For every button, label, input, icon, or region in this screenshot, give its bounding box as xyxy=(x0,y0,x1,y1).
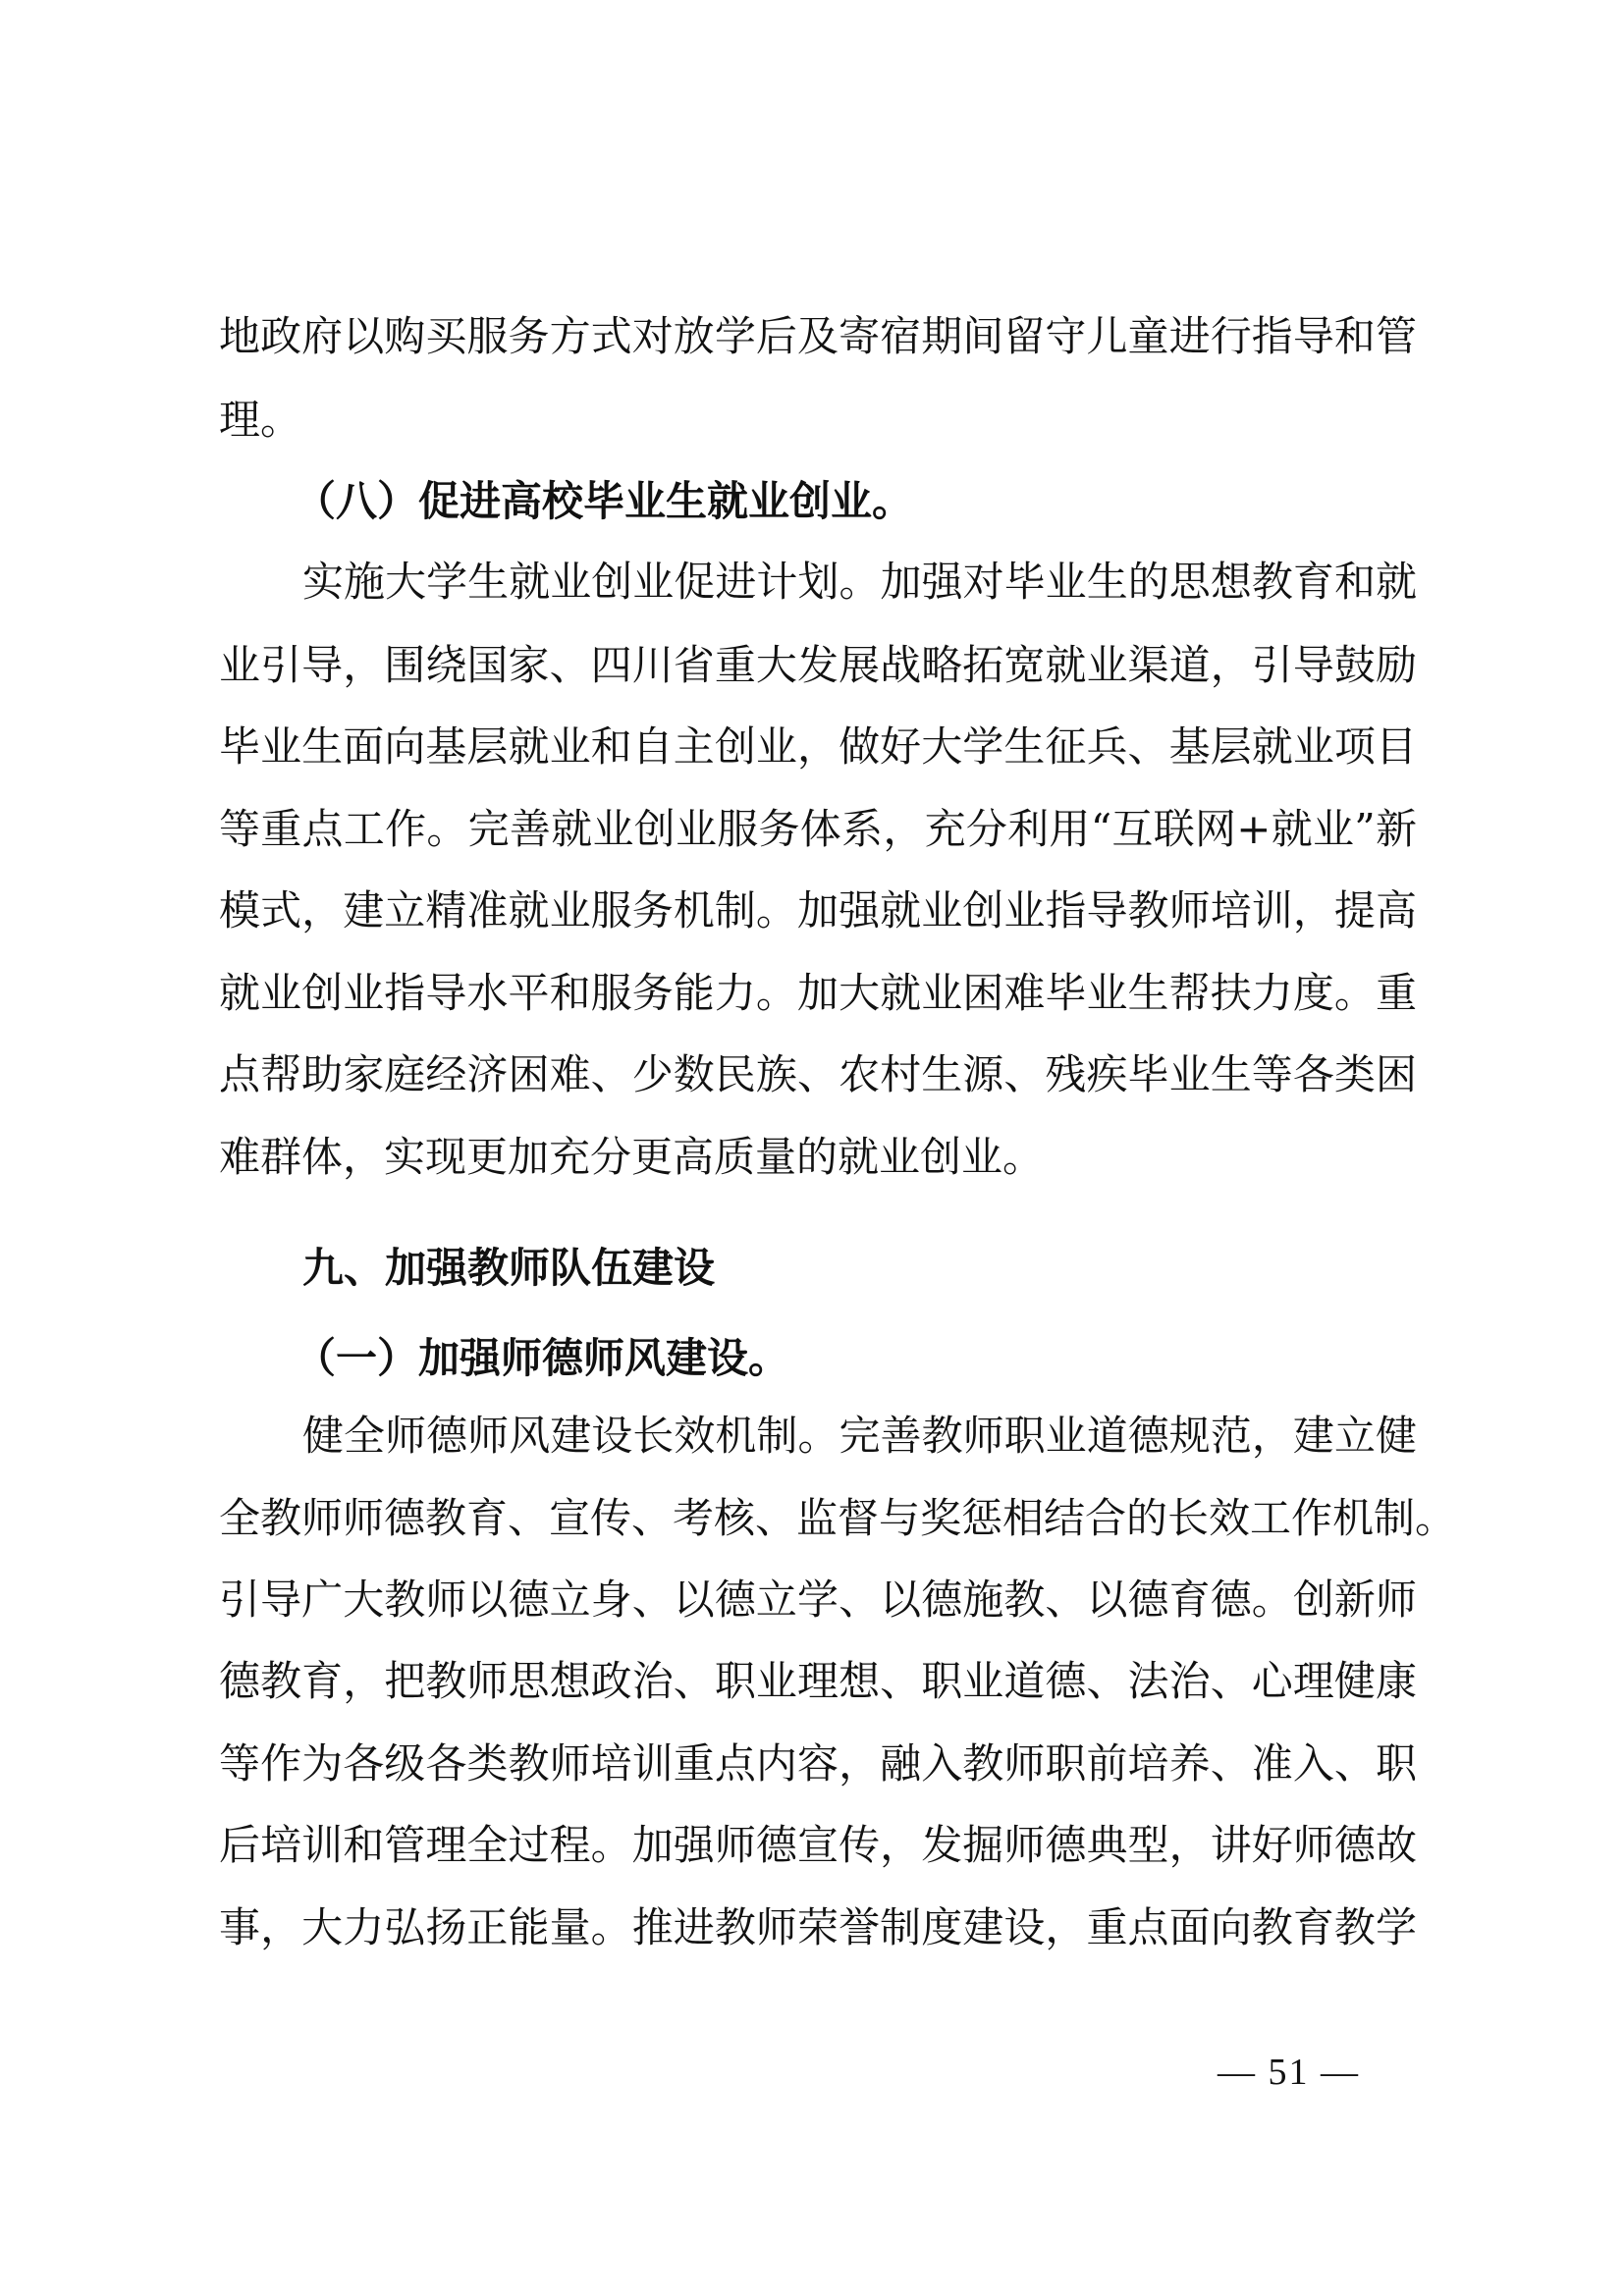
body-text-line: 点帮助家庭经济困难、少数民族、农村生源、残疾毕业生等各类困 xyxy=(219,1050,1417,1098)
body-text-line: 等重点工作。完善就业创业服务体系，充分利用“互联网+就业”新 xyxy=(219,805,1417,853)
body-text-line: 事，大力弘扬正能量。推进教师荣誉制度建设，重点面向教育教学 xyxy=(219,1903,1417,1951)
body-text-line: 健全师德师风建设长效机制。完善教师职业道德规范，建立健 xyxy=(302,1412,1417,1460)
body-text-line: 全教师师德教育、宣传、考核、监督与奖惩相结合的长效工作机制。 xyxy=(219,1494,1457,1542)
body-text-line: 后培训和管理全过程。加强师德宣传，发掘师德典型，讲好师德故 xyxy=(219,1821,1417,1869)
subsection-heading: （八）促进高校毕业生就业创业。 xyxy=(295,477,914,525)
body-text-line: 等作为各级各类教师培训重点内容，融入教师职前培养、准入、职 xyxy=(219,1739,1417,1788)
body-text-line: 模式，建立精准就业服务机制。加强就业创业指导教师培训，提高 xyxy=(219,886,1417,934)
body-text-line: 难群体，实现更加充分更高质量的就业创业。 xyxy=(219,1133,1045,1181)
subsection-heading: （一）加强师德师风建设。 xyxy=(295,1334,790,1382)
body-text-line: 就业创业指导水平和服务能力。加大就业困难毕业生帮扶力度。重 xyxy=(219,969,1417,1017)
body-text-line: 实施大学生就业创业促进计划。加强对毕业生的思想教育和就 xyxy=(302,558,1417,606)
body-text-line: 业引导，围绕国家、四川省重大发展战略拓宽就业渠道，引导鼓励 xyxy=(219,641,1417,689)
body-text-line: 德教育，把教师思想政治、职业理想、职业道德、法治、心理健康 xyxy=(219,1657,1417,1705)
body-text-line: 毕业生面向基层就业和自主创业，做好大学生征兵、基层就业项目 xyxy=(219,722,1417,771)
section-heading: 九、加强教师队伍建设 xyxy=(302,1244,716,1292)
body-text-line: 理。 xyxy=(219,396,302,444)
body-text-line: 引导广大教师以德立身、以德立学、以德施教、以德育德。创新师 xyxy=(219,1575,1417,1624)
body-text-line: 地政府以购买服务方式对放学后及寄宿期间留守儿童进行指导和管 xyxy=(219,312,1417,360)
page-number: — 51 — xyxy=(1218,2052,1360,2093)
